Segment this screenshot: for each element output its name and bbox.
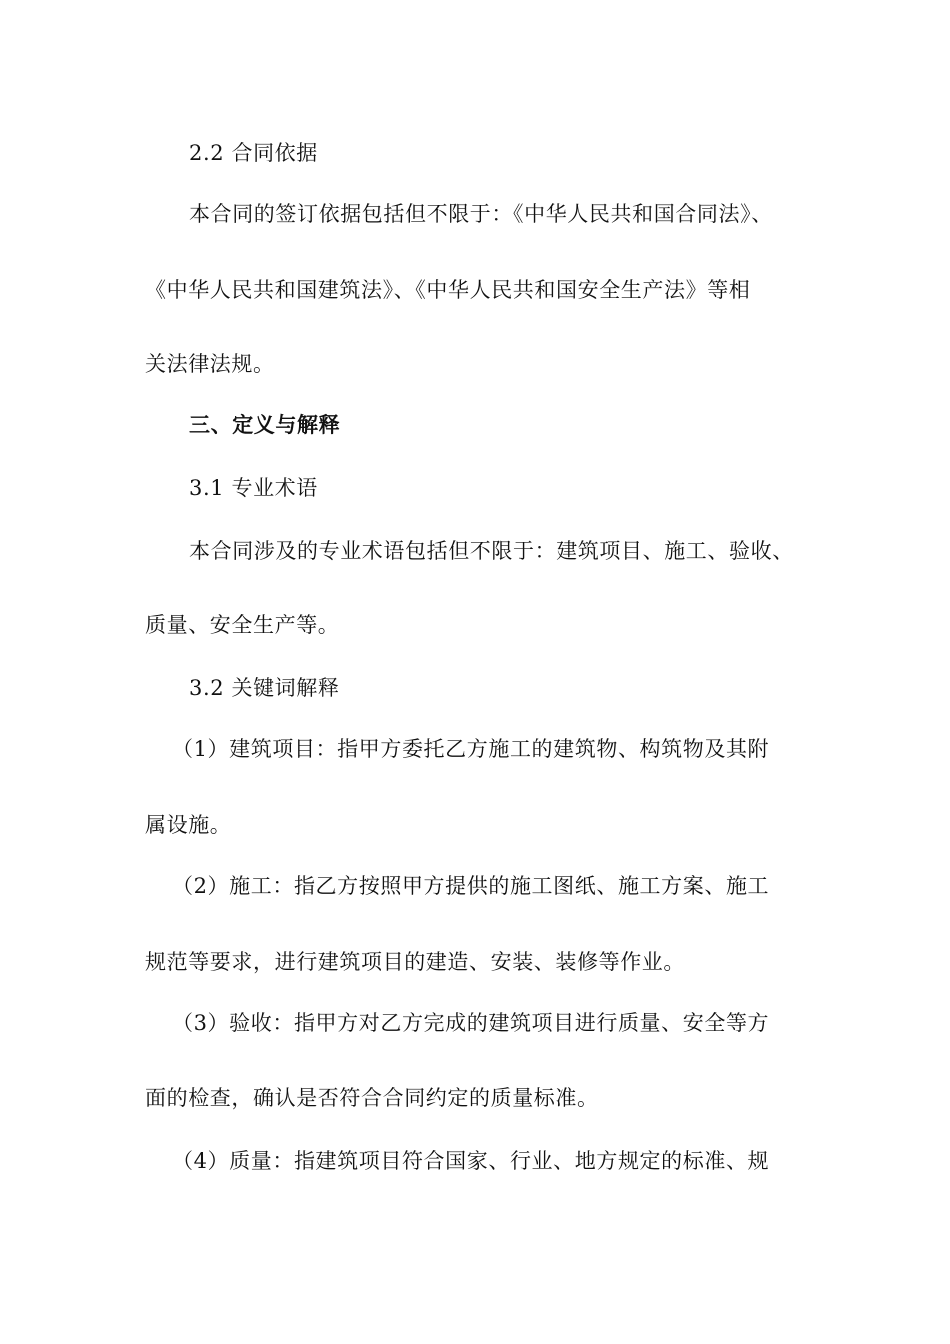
definition-line: 规范等要求，进行建筑项目的建造、安装、装修等作业。 (145, 950, 685, 974)
definition-line: （1）建筑项目：指甲方委托乙方施工的建筑物、构筑物及其附 (172, 737, 770, 761)
subsection-heading-3-2: 3.2 关键词解释 (189, 676, 340, 700)
subsection-heading-3-1: 3.1 专业术语 (189, 476, 318, 500)
definition-line: 属设施。 (145, 813, 232, 837)
paragraph-line: 《中华人民共和国建筑法》、《中华人民共和国安全生产法》等相 (145, 278, 751, 302)
section-heading-3: 三、定义与解释 (189, 412, 341, 437)
paragraph-line: 本合同的签订依据包括但不限于：《中华人民共和国合同法》、 (189, 202, 773, 226)
definition-line: （3）验收：指甲方对乙方完成的建筑项目进行质量、安全等方 (172, 1011, 770, 1035)
paragraph-line: 本合同涉及的专业术语包括但不限于：建筑项目、施工、验收、 (189, 539, 794, 563)
paragraph-line: 关法律法规。 (145, 352, 275, 376)
definition-line: （2）施工：指乙方按照甲方提供的施工图纸、施工方案、施工 (172, 874, 770, 898)
subsection-heading-2-2: 2.2 合同依据 (189, 141, 318, 165)
paragraph-line: 质量、安全生产等。 (145, 613, 340, 637)
definition-line: （4）质量：指建筑项目符合国家、行业、地方规定的标准、规 (172, 1149, 770, 1173)
definition-line: 面的检查，确认是否符合合同约定的质量标准。 (145, 1086, 599, 1110)
